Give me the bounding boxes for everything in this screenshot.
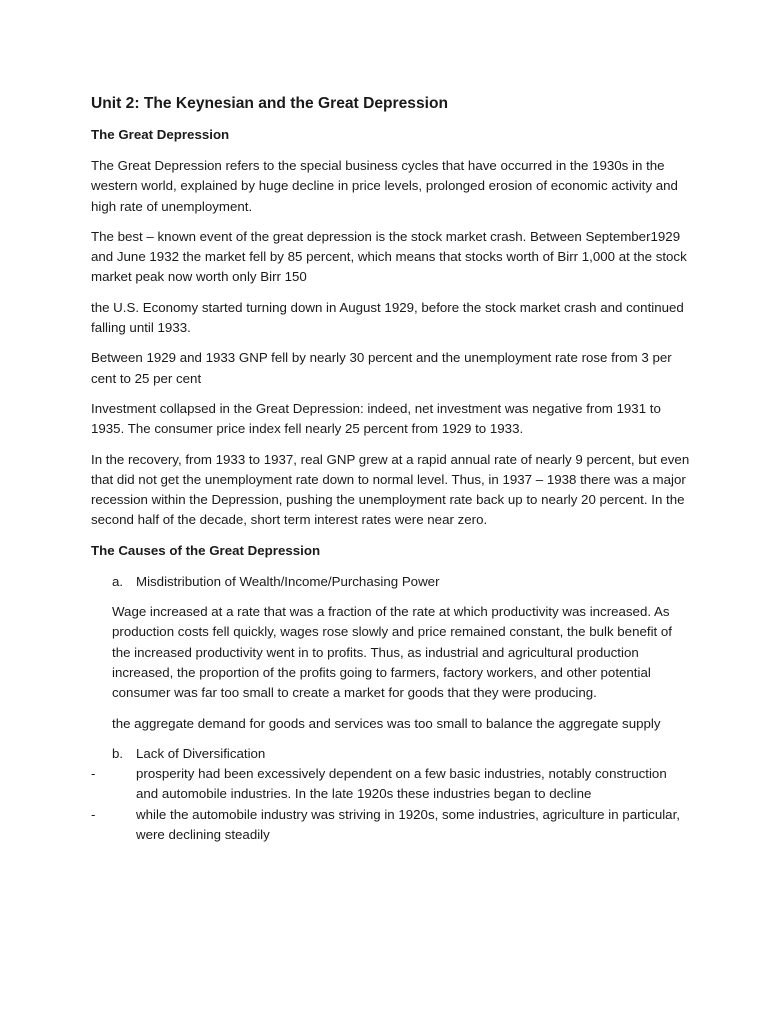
cause-a-item [112, 572, 691, 592]
list-item [91, 764, 691, 805]
cause-b-label: Lack of Diversification [136, 745, 266, 761]
cause-a-body [112, 602, 691, 734]
paragraph-us-economy: the U.S. Economy started turning down in August 1929, before the stock market crash and continued falling until 1933. [91, 299, 684, 336]
bullet-text: while the automobile industry was striving in 1920s, some industries, agriculture in particular, were declining steadily [136, 806, 680, 843]
section-heading-causes: The Causes of the Great Depression [91, 542, 321, 558]
list-item [91, 805, 691, 846]
paragraph-definition: The Great Depression refers to the special business cycles that have occurred in the 1930s in the western world, explained by huge decline in price levels, prolonged erosion of economic activity and high rate of unemployment. [91, 158, 678, 214]
cause-a-paragraph-aggregate-demand: the aggregate demand for goods and services was too small to balance the aggregate supply [112, 715, 661, 731]
bullet-text: prosperity had been excessively dependent on a few basic industries, notably construction and automobile industries. In the late 1920s these industries began to decline [136, 766, 667, 802]
paragraph-recovery: In the recovery, from 1933 to 1937, real GNP grew at a rapid annual rate of nearly 9 percent, but even that did not get the unemployment rate down to normal level. Thus, in 1937 – 1938 there was a major recession within the Depression, pushing the unemployment rate back up to nearly 20 percent. In the second half of the decade, short term interest rates were near zero. [91, 451, 690, 528]
section-heading-great-depression: The Great Depression [91, 127, 230, 142]
paragraph-investment: Investment collapsed in the Great Depression: indeed, net investment was negative from 1931 to 1935. The consumer price index fell nearly 25 percent from 1929 to 1933. [91, 400, 661, 437]
bullet-marker: - [91, 806, 96, 822]
cause-b-item [112, 744, 691, 764]
cause-a-marker: a. [112, 573, 124, 589]
cause-a-label: Misdistribution of Wealth/Income/Purchasing Power [136, 573, 440, 589]
cause-a-paragraph-wages: Wage increased at a rate that was a fraction of the rate at which productivity was increased. As production costs fell quickly, wages rose slowly and price remained constant, the bulk benefit of the increased productivity went in to profits. Thus, as industrial and agricultural production increased, the proportion of the profits going to farmers, factory workers, and other potential consumer was far too small to create a market for goods that they were producing. [112, 604, 672, 701]
paragraph-stock-market-crash: The best – known event of the great depression is the stock market crash. Between September1929 and June 1932 the market fell by 85 percent, which means that stocks worth of Birr 1,000 at the stock market peak now worth only Birr 150 [91, 228, 687, 285]
cause-b-marker: b. [112, 745, 124, 761]
bullet-marker: - [91, 766, 96, 782]
document-body [91, 94, 691, 845]
paragraph-gnp-unemployment: Between 1929 and 1933 GNP fell by nearly 30 percent and the unemployment rate rose from 3 per cent to 25 per cent [91, 350, 672, 386]
document-title: Unit 2: The Keynesian and the Great Depression [91, 95, 449, 112]
